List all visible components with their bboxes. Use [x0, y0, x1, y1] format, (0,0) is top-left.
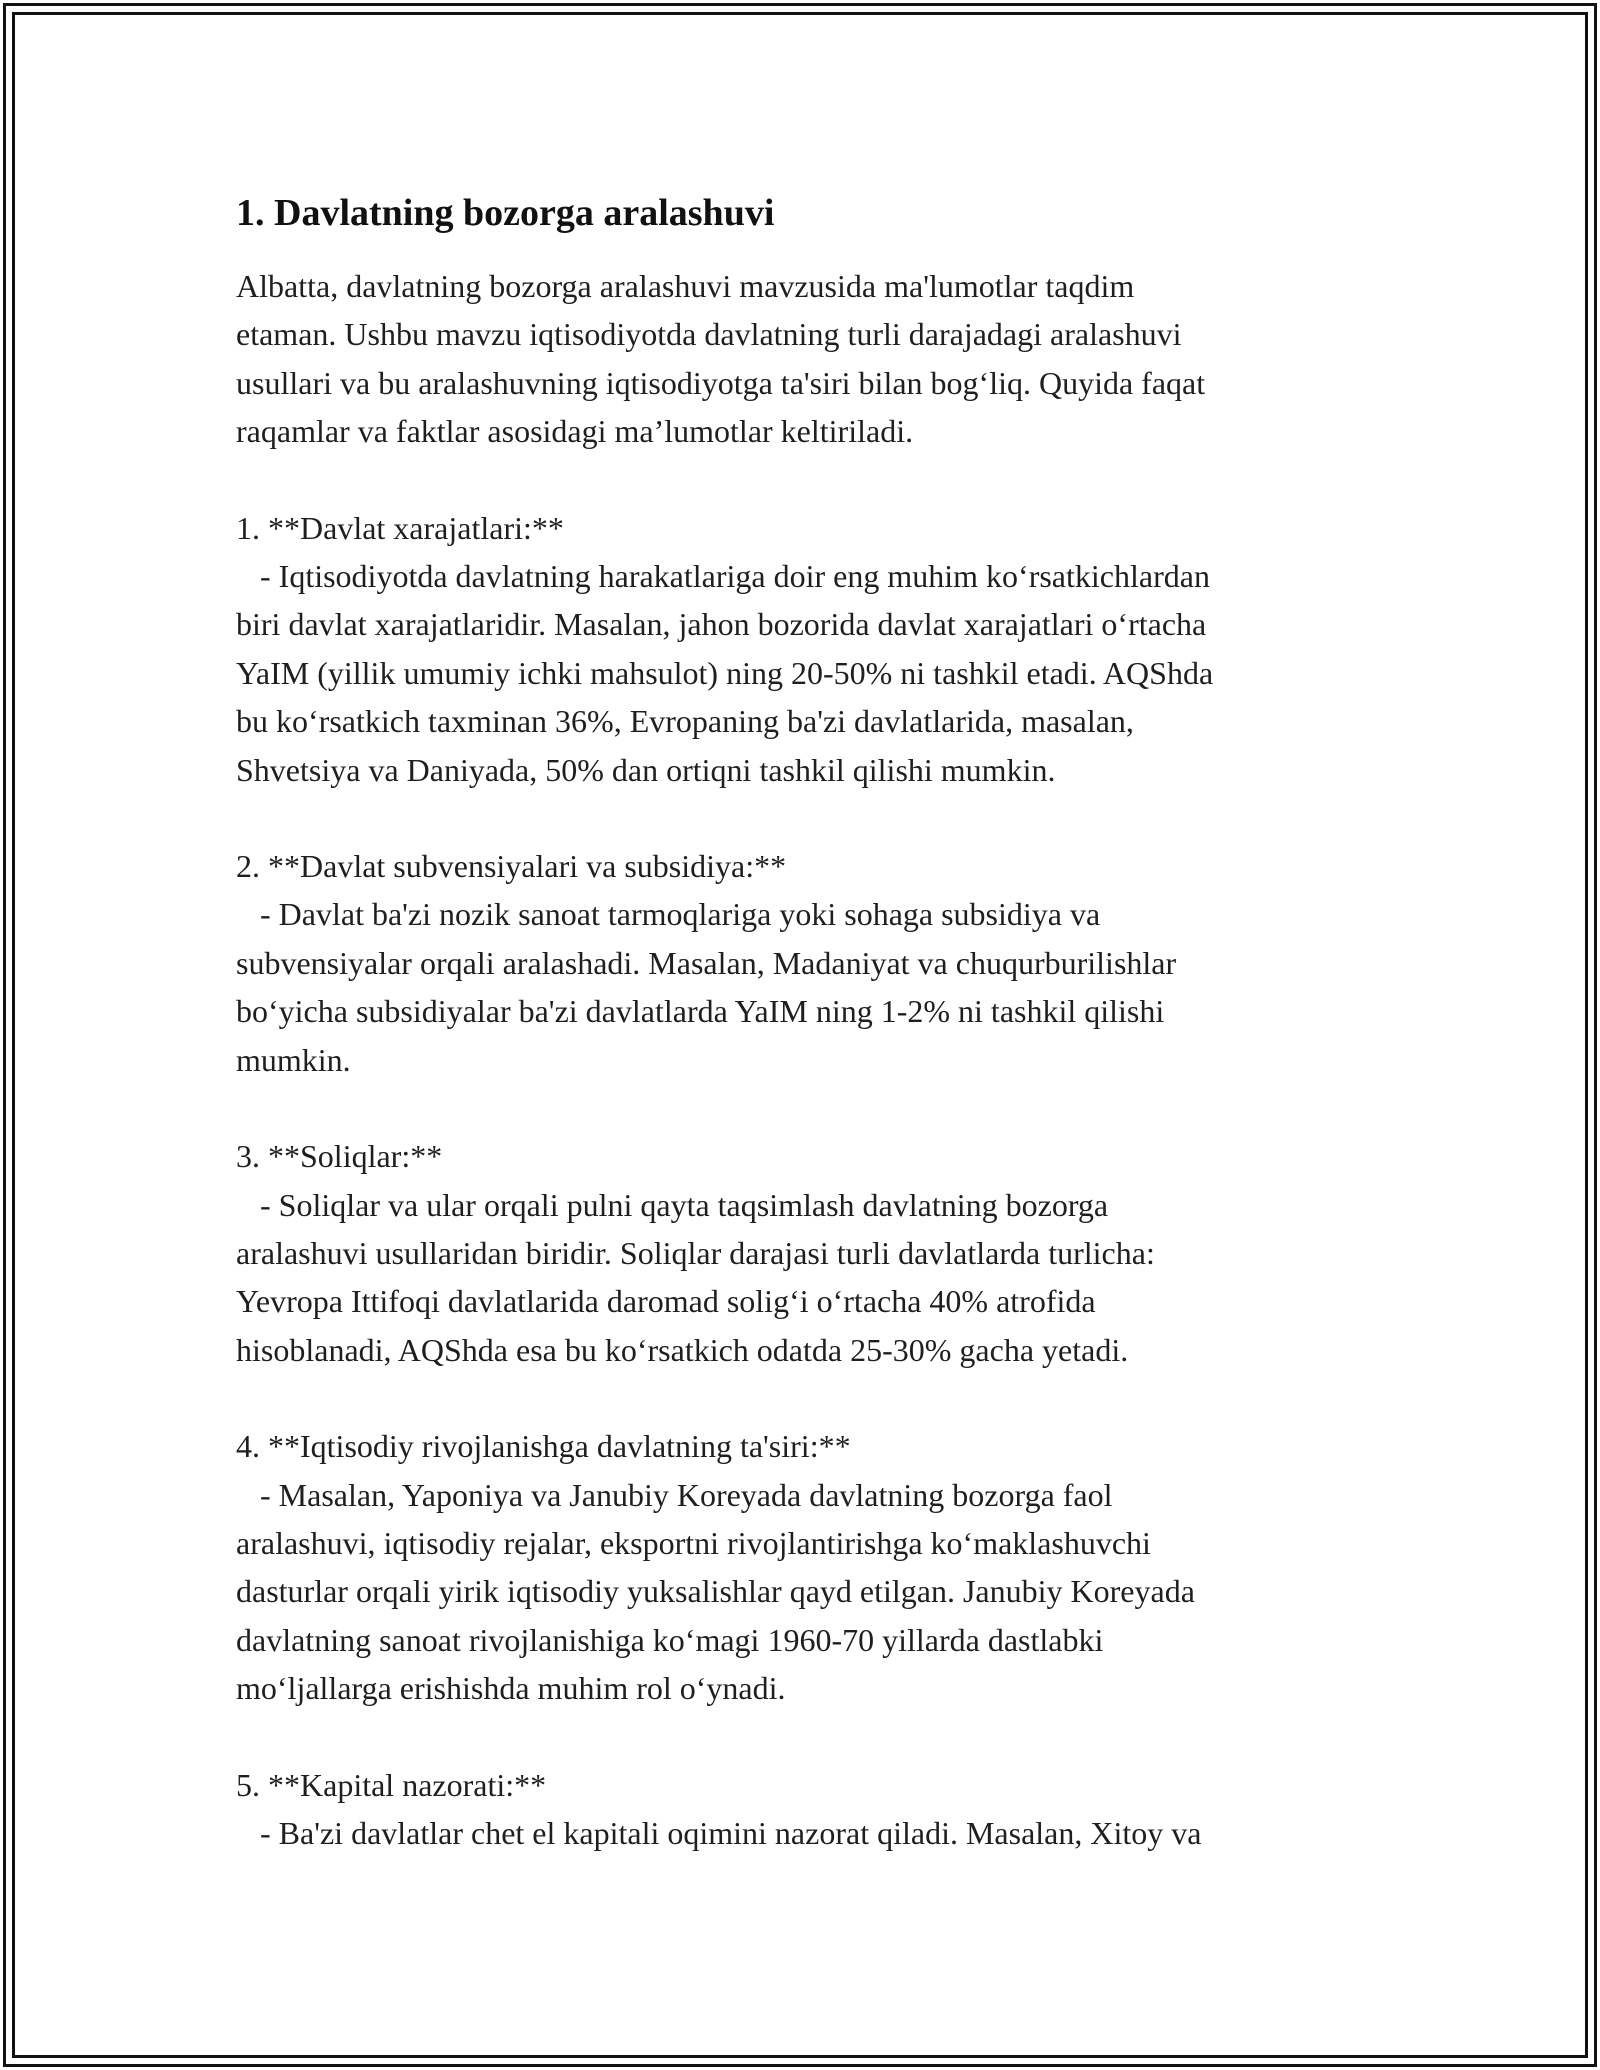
- section-3: [236, 1132, 1416, 1374]
- section-heading: 2. **Davlat subvensiyalari va subsidiya:**: [236, 848, 787, 885]
- section-heading: 4. **Iqtisodiy rivojlanishga davlatning ta'siri:**: [236, 1428, 851, 1465]
- section-heading: 5. **Kapital nazorati:**: [236, 1766, 547, 1803]
- section-body: - Davlat ba'zi nozik sanoat tarmoqlariga yoki sohaga subsidiya va subvensiyalar orqali aralashadi. Masalan, Madaniyat va chuqurburilishlar bo‘yicha subsidiyalar ba'zi davlatlarda YaIM ning 1-2% ni tashkil qilishi mumkin.: [236, 896, 1177, 1078]
- section-body: - Ba'zi davlatlar chet el kapitali oqimini nazorat qiladi. Masalan, Xitoy va: [236, 1814, 1202, 1851]
- section-5: [236, 1761, 1416, 1858]
- section-2: [236, 842, 1416, 1084]
- section-body: - Iqtisodiyotda davlatning harakatlariga doir eng muhim ko‘rsatkichlardan biri davlat xarajatlaridir. Masalan, jahon bozorida davlat xarajatlari o‘rtacha YaIM (yillik umumiy ichki mahsulot) ning 20-50% ni tashkil etadi. AQShda bu ko‘rsatkich taxminan 36%, Evropaning ba'zi davlatlarida, masalan, Shvetsiya va Daniyada, 50% dan ortiqni tashkil qilishi mumkin.: [236, 558, 1214, 788]
- document-page: [236, 188, 1416, 1857]
- section-1: [236, 504, 1416, 794]
- section-body: - Masalan, Yaponiya va Janubiy Koreyada davlatning bozorga faol aralashuvi, iqtisodiy rejalar, eksportni rivojlantirishga ko‘maklashuvchi dasturlar orqali yirik iqtisodiy yuksalishlar qayd etilgan. Janubiy Koreyada davlatning sanoat rivojlanishiga ko‘magi 1960-70 yillarda dastlabki mo‘ljallarga erishishda muhim rol o‘ynadi.: [236, 1476, 1195, 1707]
- section-body: - Soliqlar va ular orqali pulni qayta taqsimlash davlatning bozorga aralashuvi usullaridan biridir. Soliqlar darajasi turli davlatlarda turlicha: Yevropa Ittifoqi davlatlarida daromad solig‘i o‘rtacha 40% atrofida hisoblanadi, AQShda esa bu ko‘rsatkich odatda 25-30% gacha yetadi.: [236, 1186, 1155, 1368]
- intro-paragraph: Albatta, davlatning bozorga aralashuvi mavzusida ma'lumotlar taqdim etaman. Ushbu mavzu iqtisodiyotda davlatning turli darajadagi aralashuvi usullari va bu aralashuvning iqtisodiyotga ta'siri bilan bog‘liq. Quyida faqat raqamlar va faktlar asosidagi ma’lumotlar keltiriladi.: [236, 268, 1206, 450]
- section-heading: 3. **Soliqlar:**: [236, 1138, 443, 1175]
- section-heading: 1. **Davlat xarajatlari:**: [236, 509, 564, 546]
- section-4: [236, 1422, 1416, 1712]
- document-title: 1. Davlatning bozorga aralashuvi: [236, 192, 775, 234]
